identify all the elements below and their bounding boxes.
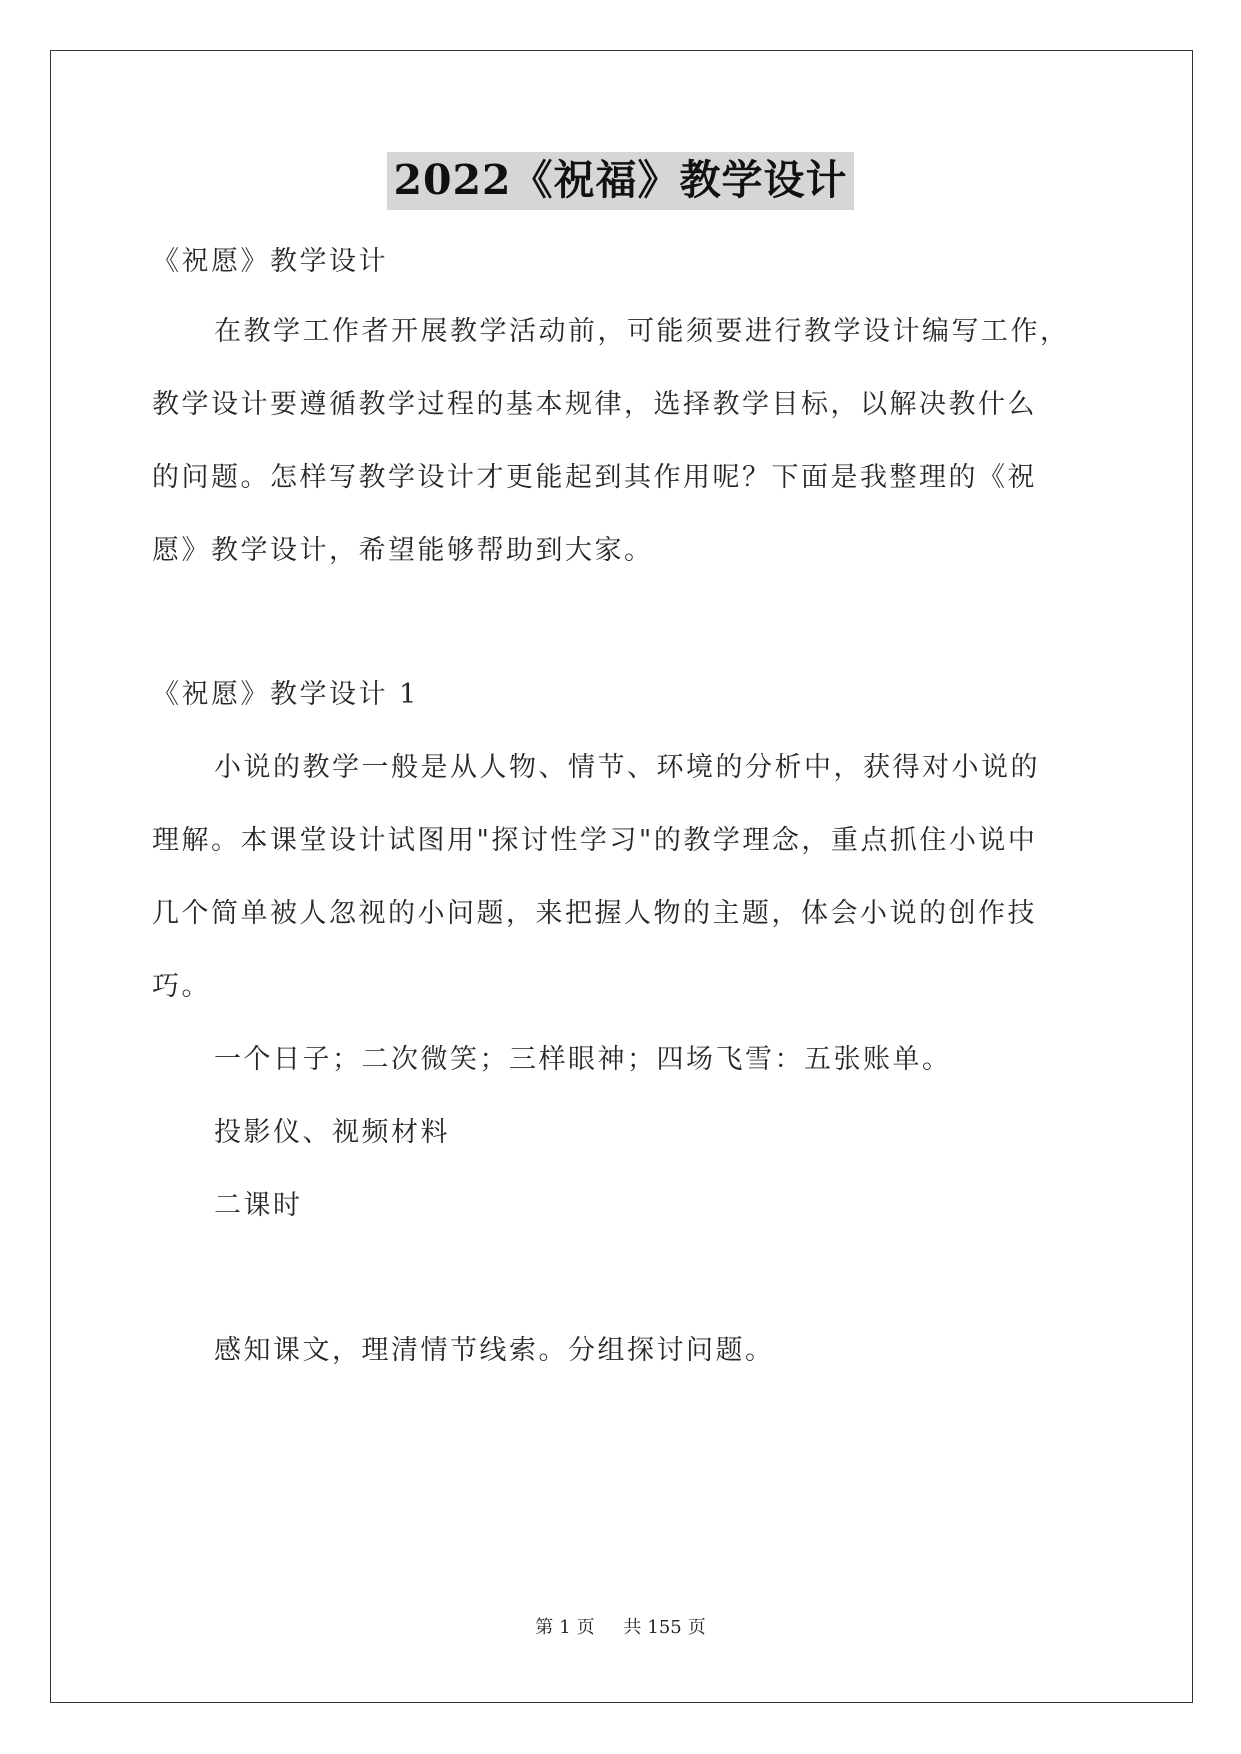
- paragraph-line: 几个简单被人忽视的小问题，来把握人物的主题，体会小说的创作技: [152, 898, 1037, 929]
- page-number: 1: [559, 1617, 571, 1638]
- page-border: [50, 50, 1193, 1703]
- paragraph-line: 愿》教学设计，希望能够帮助到大家。: [152, 535, 654, 566]
- title-container: [0, 152, 1241, 210]
- page-indicator: 第 1 页: [535, 1617, 595, 1638]
- paragraph-line: 投影仪、视频材料: [214, 1117, 450, 1148]
- paragraph-line: 理解。本课堂设计试图用"探讨性学习"的教学理念，重点抓住小说中: [152, 825, 1038, 856]
- document-title: 2022《祝福》教学设计: [387, 152, 853, 210]
- paragraph-line: 一个日子；二次微笑；三样眼神；四场飞雪：五张账单。: [214, 1044, 952, 1075]
- paragraph-line: 在教学工作者开展教学活动前，可能须要进行教学设计编写工作，: [214, 316, 1070, 347]
- section-heading-intro: 《祝愿》教学设计: [152, 246, 388, 277]
- paragraph-line: 的问题。怎样写教学设计才更能起到其作用呢？下面是我整理的《祝: [152, 462, 1037, 493]
- paragraph-line: 教学设计要遵循教学过程的基本规律，选择教学目标，以解决教什么: [152, 389, 1037, 420]
- total-pages: 155: [647, 1617, 682, 1638]
- paragraph-line: 巧。: [152, 971, 211, 1002]
- paragraph-line: 感知课文，理清情节线索。分组探讨问题。: [214, 1335, 775, 1366]
- paragraph-line: 小说的教学一般是从人物、情节、环境的分析中，获得对小说的: [214, 752, 1040, 783]
- total-pages-indicator: 共 155 页: [623, 1617, 706, 1638]
- paragraph-line: 二课时: [214, 1190, 303, 1221]
- page-footer: [0, 1616, 1241, 1640]
- section-heading-1: 《祝愿》教学设计 1: [152, 679, 419, 710]
